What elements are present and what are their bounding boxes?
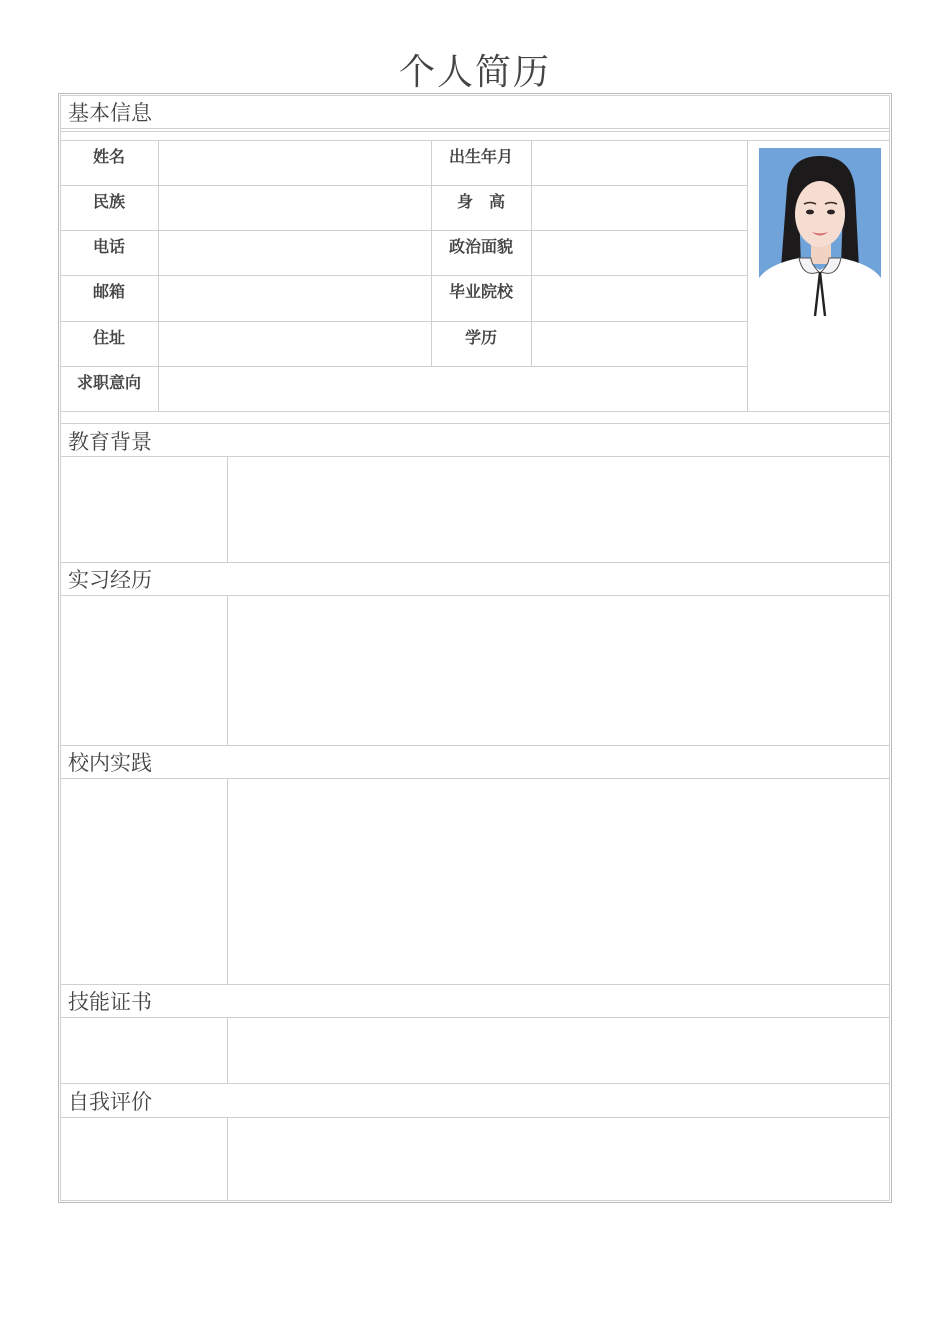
- divider: [60, 131, 890, 132]
- label-address: 住址: [92, 328, 125, 347]
- grid-row-line: [60, 411, 890, 412]
- column-divider: [227, 1017, 228, 1083]
- divider: [60, 745, 890, 746]
- column-divider: [227, 1117, 228, 1201]
- label-politics: 政治面貌: [448, 237, 513, 256]
- divider: [60, 562, 890, 563]
- grid-row-line: [60, 366, 747, 367]
- label-email: 邮箱: [92, 282, 125, 301]
- grid-row-line: [60, 230, 747, 231]
- section-title-internship: 实习经历: [68, 568, 152, 592]
- avatar-illustration-icon: [759, 148, 881, 316]
- divider: [60, 778, 890, 779]
- label-school: 毕业院校: [448, 282, 513, 301]
- label-birth: 出生年月: [448, 147, 513, 166]
- section-title-basic-info: 基本信息: [68, 101, 152, 125]
- grid-col-line: [531, 140, 532, 366]
- label-ethnicity: 民族: [92, 192, 125, 211]
- divider: [60, 1117, 890, 1118]
- label-degree: 学历: [464, 328, 497, 347]
- divider: [60, 140, 890, 141]
- divider: [60, 456, 890, 457]
- section-title-self-evaluation: 自我评价: [68, 1090, 152, 1114]
- profile-photo: [759, 148, 881, 316]
- label-name: 姓名: [92, 147, 125, 166]
- section-title-education: 教育背景: [68, 430, 152, 454]
- column-divider: [227, 456, 228, 562]
- divider: [60, 423, 890, 424]
- page-title: 个人简历: [398, 52, 551, 93]
- divider: [60, 1017, 890, 1018]
- grid-row-line: [60, 185, 747, 186]
- grid-row-line: [60, 321, 747, 322]
- label-objective: 求职意向: [76, 373, 141, 392]
- label-height: 身 高: [456, 192, 505, 211]
- grid-col-line: [158, 140, 159, 411]
- column-divider: [227, 778, 228, 984]
- divider: [60, 128, 890, 129]
- grid-col-line: [747, 140, 748, 411]
- divider: [60, 1083, 890, 1084]
- section-title-skills: 技能证书: [68, 990, 152, 1014]
- divider: [60, 984, 890, 985]
- label-phone: 电话: [92, 237, 125, 256]
- divider: [60, 595, 890, 596]
- section-title-campus: 校内实践: [68, 751, 152, 775]
- grid-row-line: [60, 275, 747, 276]
- column-divider: [227, 595, 228, 745]
